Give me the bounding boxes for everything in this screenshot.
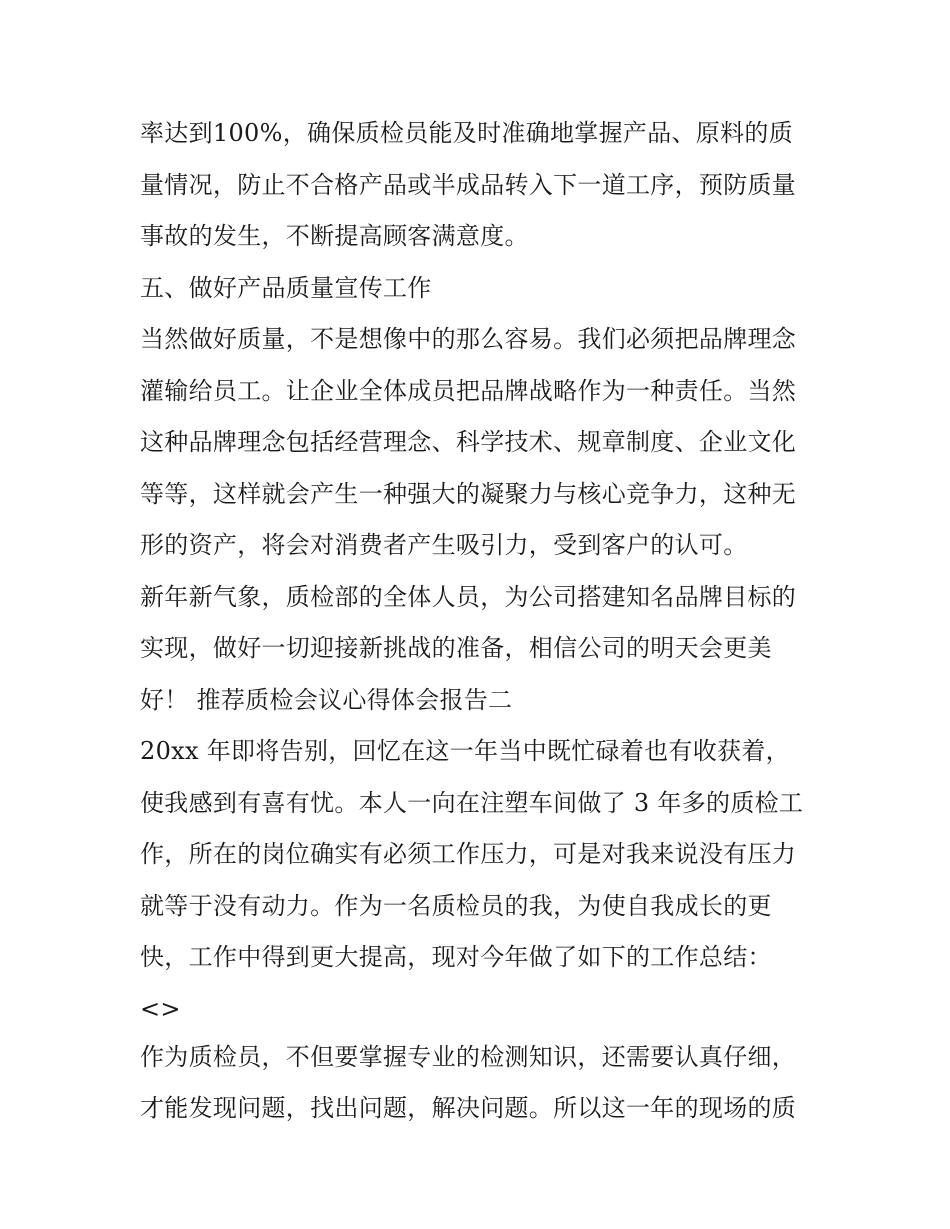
text-line: 才能发现问题，找出问题，解决问题。所以这一年的现场的质 [140,1094,797,1122]
text-line: 使我感到有喜有忧。本人一向在注塑车间做了 3 年多的质检工 [140,788,804,817]
text-line: 率达到100%，确保质检员能及时准确地掌握产品、原料的质 [140,119,794,147]
text-line: 就等于没有动力。作为一名质检员的我，为使自我成长的更 [140,891,772,920]
text-line: 作为质检员，不但要掌握专业的检测知识，还需要认真仔细， [140,1042,797,1071]
section-heading: 五、做好产品质量宣传工作 [140,273,432,302]
text-line: 当然做好质量，不是想像中的那么容易。我们必须把品牌理念 [140,325,797,353]
text-line: 实现，做好一切迎接新挑战的准备，相信公司的明天会更美 [140,634,772,662]
text-line: 新年新气象，质检部的全体人员，为公司搭建知名品牌目标的 [140,582,797,611]
text-line: 这种品牌理念包括经营理念、科学技术、规章制度、企业文化 [140,428,797,456]
text-line: 作，所在的岗位确实有必须工作压力，可是对我来说没有压力 [140,840,797,868]
text-line: 20xx 年即将告别，回忆在这一年当中既忙碌着也有收获着， [140,737,790,765]
text-line: 好！ 推荐质检会议心得体会报告二 [140,685,513,714]
text-line: <> [140,994,181,1023]
text-line: 快，工作中得到更大提高，现对今年做了如下的工作总结： [140,943,772,971]
document-body [140,108,830,1135]
text-line: 量情况，防止不合格产品或半成品转入下一道工序，预防质量 [140,170,797,199]
text-line: 事故的发生，不断提高顾客满意度。 [140,222,529,250]
text-line: 等等，这样就会产生一种强大的凝聚力与核心竞争力，这种无 [140,479,797,508]
text-line: 灌输给员工。让企业全体成员把品牌战略作为一种责任。当然 [140,376,797,405]
text-line: 形的资产，将会对消费者产生吸引力，受到客户的认可。 [140,531,748,559]
